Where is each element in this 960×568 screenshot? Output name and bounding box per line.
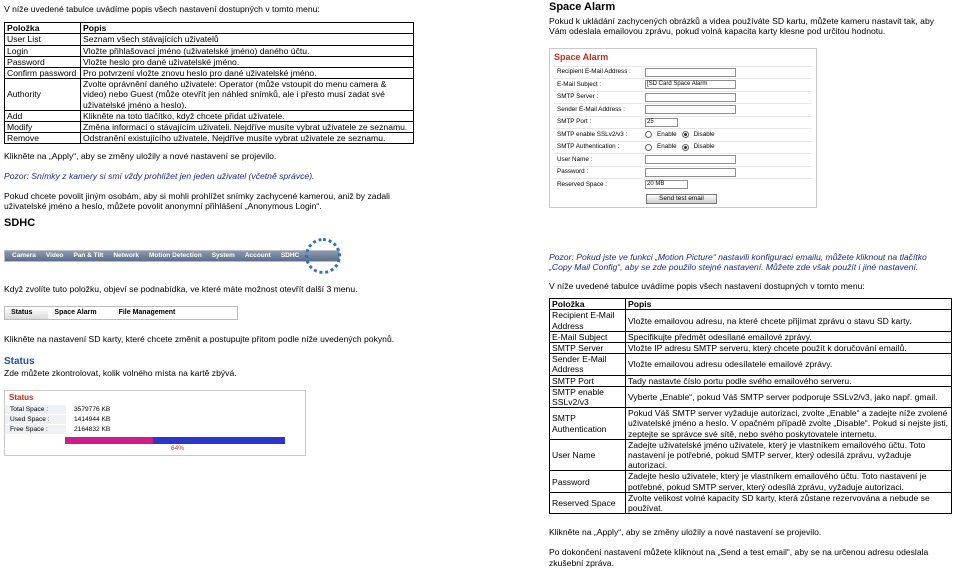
sdhc-highlight-circle	[305, 238, 341, 274]
table-item-cell: Remove	[5, 133, 81, 144]
nav-item[interactable]: SDHC	[280, 252, 300, 260]
alarm-setting-row	[554, 103, 812, 116]
alarm-setting-label: SMTP Server :	[557, 93, 599, 101]
table-item-cell: E-Mail Subject	[550, 331, 626, 342]
send-test-note: Po dokončení nastavení můžete kliknout na „Send a test email“, aby se na určenou adresu odeslala zkušební zpráva.	[549, 547, 929, 568]
table-header-cell: Položka	[5, 23, 81, 34]
alarm-setting-input[interactable]	[645, 155, 736, 164]
table-desc-cell: Zadejte heslo uživatele, který je vlastníkem emailového účtu. Toto nastavení je potřebné, pokud SMTP server, který odesílá zprávu, vyžaduje autorizaci.	[626, 471, 952, 492]
nav-item[interactable]: Video	[45, 252, 64, 260]
status-value: 3579776 KB	[66, 405, 184, 415]
table-row	[550, 354, 952, 375]
space-alarm-desc: Pokud k ukládání zachycených obrázků a videa používáte SD kartu, můžete kameru nastavit tak, aby Vám odeslala emailovou zprávu, pokud volná kapacita karty klesne pod určitou hodnotu.	[549, 16, 935, 37]
table-item-cell: Password	[5, 56, 81, 67]
status-label: Used Space :	[5, 415, 66, 425]
disable-radio[interactable]	[682, 144, 689, 151]
table-item-cell: User Name	[550, 439, 626, 471]
table-header-cell: Položka	[550, 299, 626, 310]
table-row	[550, 439, 952, 471]
left-intro: V níže uvedené tabulce uvádíme popis všech nastavení dostupných v tomto menu:	[4, 4, 320, 14]
usage-bar-used	[65, 437, 153, 444]
alarm-setting-row	[554, 78, 812, 91]
nav-item[interactable]: Account	[244, 252, 271, 260]
alarm-setting-input[interactable]: 20 MB	[645, 180, 688, 189]
radio-label: Disable	[693, 143, 715, 151]
radio-label: Disable	[693, 130, 715, 138]
table-row	[550, 343, 952, 354]
main-nav-bar	[5, 251, 339, 261]
user-settings-table	[4, 22, 414, 144]
status-row	[5, 405, 305, 415]
status-desc: Zde můžete zkontrolovat, kolik volného místa na kartě zbývá.	[4, 367, 237, 378]
status-screenshot	[4, 390, 306, 456]
table-item-cell: Add	[5, 110, 81, 121]
table-desc-cell: Odstranění existujícího uživatele. Nejdříve musíte vybrat uživatele ze seznamu.	[81, 133, 414, 144]
alarm-setting-label: Recipient E-Mail Address :	[557, 68, 631, 76]
table-header-cell: Popis	[626, 299, 952, 310]
enable-radio[interactable]	[645, 144, 652, 151]
table-desc-cell: Tady nastavte číslo portu podle svého emailového serveru.	[626, 375, 952, 386]
table-row	[5, 68, 414, 79]
main-nav-screenshot	[4, 250, 340, 262]
table-header-row	[550, 299, 952, 310]
table-item-cell: Modify	[5, 122, 81, 133]
table-row	[5, 45, 414, 56]
table-item-cell: Confirm password	[5, 68, 81, 79]
right-column	[549, 0, 952, 568]
anonymous-login-note: Pokud chcete povolit jiným osobám, aby si mohli prohlížet snímky zachycené kamerou, aniž by zadali uživatelské jméno a heslo, můžete povolit anonymní přihlášení „Anonymous Login“.	[4, 190, 390, 212]
table-desc-cell: Pro potvrzení vložte znovu heslo pro dané uživatelské jméno.	[81, 68, 414, 79]
enable-radio[interactable]	[645, 131, 652, 138]
alarm-setting-row	[554, 153, 812, 166]
send-test-email-button[interactable]: Send test email	[646, 194, 717, 204]
alarm-setting-input[interactable]: 25	[645, 118, 678, 127]
table-item-cell: Password	[550, 471, 626, 492]
table-item-cell: SMTP Server	[550, 343, 626, 354]
table-row	[550, 471, 952, 492]
table-item-cell: Authority	[5, 79, 81, 111]
table-row	[550, 375, 952, 386]
table-desc-cell: Klikněte na toto tlačítko, když chcete přidat uživatele.	[81, 110, 414, 121]
table-desc-cell: Vložte IP adresu SMTP serveru, který chcete použít k doručování emailů.	[626, 343, 952, 354]
radio-label: Enable	[657, 130, 677, 138]
table-row	[550, 386, 952, 407]
table-row	[550, 310, 952, 331]
table-row	[5, 110, 414, 121]
status-row	[5, 415, 305, 425]
left-column	[4, 0, 414, 456]
sdhc-submenu-screenshot	[4, 306, 238, 320]
table-row	[550, 492, 952, 513]
status-label: Total Space :	[5, 405, 66, 415]
table-desc-cell: Vložte emailovou adresu, na které chcete přijímat zprávu o stavu SD karty.	[626, 310, 952, 331]
table-desc-cell: Vložte heslo pro dané uživatelské jméno.	[81, 56, 414, 67]
alarm-setting-row	[554, 116, 812, 129]
alarm-setting-row	[554, 141, 812, 154]
table-desc-cell: Zvolte oprávnění daného uživatele: Operator (může vstoupit do menu camera & video) nebo Guest (může otevřít jen náhled snímků, ale i přesto musí zadat své uživatelské jméno a heslo).	[81, 79, 414, 111]
table-header-row	[5, 23, 414, 34]
nav-item[interactable]: Pan & Tilt	[73, 252, 104, 260]
submenu-item[interactable]: Space Alarm	[54, 309, 97, 317]
sdhc-choose-note: Když zvolíte tuto položku, objeví se podnabídka, ve které máte možnost otevřít další 3 menu.	[4, 284, 358, 295]
nav-item[interactable]: System	[211, 252, 235, 260]
table-item-cell: Login	[5, 45, 81, 56]
table-desc-cell: Zadejte uživatelské jméno uživatele, který je vlastníkem emailového účtu. Toto nastavení je potřebné, pokud SMTP server, který odesílá zprávu, vyžaduje autorizaci.	[626, 439, 952, 471]
table-desc-cell: Specifikujte předmět odesílané emailové zprávy.	[626, 331, 952, 342]
alarm-setting-input[interactable]	[645, 93, 736, 102]
right-intro: V níže uvedené tabulce uvádíme popis všech nastavení dostupných v tomto menu:	[549, 281, 865, 292]
radio-label: Enable	[657, 143, 677, 151]
usage-bar-free	[153, 437, 285, 444]
status-value: 1414944 KB	[66, 415, 184, 425]
nav-item[interactable]: Camera	[12, 252, 36, 260]
alarm-setting-label: SMTP enable SSLv2/v3 :	[557, 130, 628, 138]
nav-item[interactable]: Motion Detection	[148, 252, 202, 260]
table-desc-cell: Změna informací o stávajícím uživateli. Nejdříve musíte vybrat uživatele ze seznamu.	[81, 122, 414, 133]
status-value: 2164832 KB	[66, 425, 184, 435]
sdcard-note: Klikněte na nastavení SD karty, které chcete změnit a postupujte přitom podle níže uvedených pokynů.	[4, 334, 395, 345]
submenu-item[interactable]: Status	[5, 308, 48, 318]
table-desc-cell: Vložte emailovou adresu odesílatele emailové zprávy.	[626, 354, 952, 375]
submenu-item[interactable]: File Management	[118, 309, 176, 317]
copy-mail-config-note: Pozor: Pokud jste ve funkci „Motion Picture“ nastavili konfiguraci emailu, můžete kliknout na tlačítko „Copy Mail Config“, aby se zde použilo stejné nastavení. Můžete zde však použít i jiné nastavení.	[549, 251, 927, 272]
nav-item[interactable]: Network	[113, 252, 139, 260]
table-row	[5, 79, 414, 111]
alarm-setting-row	[554, 128, 812, 141]
usage-bar	[65, 437, 285, 444]
alarm-setting-label: E-Mail Subject :	[557, 80, 602, 88]
alarm-setting-input[interactable]	[645, 168, 736, 177]
apply-note: Klikněte na „Apply“, aby se změny uložily a nové nastavení se projevilo.	[4, 151, 277, 162]
alarm-setting-input[interactable]	[645, 68, 736, 77]
table-desc-cell: Vložte přihlašovací jméno (uživatelské jméno) daného účtu.	[81, 45, 414, 56]
alarm-setting-input[interactable]	[645, 105, 736, 114]
alarm-setting-label: User Name :	[557, 155, 593, 163]
table-desc-cell: Zvolte velikost volné kapacity SD karty, která zůstane rezervována a nebude se používat.	[626, 492, 952, 513]
table-row	[550, 408, 952, 440]
space-alarm-screenshot	[549, 48, 817, 207]
table-row	[550, 331, 952, 342]
disable-radio[interactable]	[682, 131, 689, 138]
alarm-setting-label: Reserved Space :	[557, 180, 608, 188]
table-item-cell: SMTP Authentication	[550, 408, 626, 440]
table-item-cell: User List	[5, 34, 81, 45]
status-label: Free Space :	[5, 425, 66, 435]
alarm-setting-row	[554, 91, 812, 104]
table-row	[5, 133, 414, 144]
single-viewer-note: Pozor: Snímky z kamery si smí vždy prohlížet jen jeden uživatel (včetně správce).	[4, 170, 315, 181]
status-box-title: Status	[9, 392, 34, 402]
table-item-cell: Reserved Space	[550, 492, 626, 513]
right-apply-note: Klikněte na „Apply“, aby se změny uložily a nové nastavení se projevilo.	[549, 527, 822, 538]
table-row	[5, 34, 414, 45]
alarm-setting-label: Sender E-Mail Address :	[557, 105, 625, 113]
table-item-cell: SMTP enable SSLv2/v3	[550, 386, 626, 407]
alarm-setting-input[interactable]: [SD Card Space Alarm	[645, 80, 736, 89]
table-item-cell: Sender E-Mail Address	[550, 354, 626, 375]
space-alarm-box-title: Space Alarm	[554, 52, 609, 63]
table-row	[5, 56, 414, 67]
status-heading: Status	[4, 355, 35, 367]
table-header-cell: Popis	[81, 23, 414, 34]
usage-percent: 64%	[171, 445, 185, 453]
table-desc-cell: Vyberte „Enable“, pokud Váš SMTP server podporuje SSLv2/v3, jako např. gmail.	[626, 386, 952, 407]
table-item-cell: Recipient E-Mail Address	[550, 310, 626, 331]
table-item-cell: SMTP Port	[550, 375, 626, 386]
table-desc-cell: Pokud Váš SMTP server vyžaduje autorizaci, zvolte „Enable“ a zadejte níže zvolené uživatelské jméno a heslo. V opačném případě zvolte „Disable“. Pokud si nejste jisti, zeptejte se správce své sítě, nebo svého poskytovatele internetu.	[626, 408, 952, 440]
space-alarm-heading: Space Alarm	[549, 1, 616, 13]
alarm-setting-row	[554, 66, 812, 79]
sdhc-heading: SDHC	[4, 217, 36, 230]
space-alarm-table	[549, 298, 952, 514]
status-row	[5, 425, 305, 435]
alarm-setting-label: SMTP Authentication :	[557, 143, 620, 151]
alarm-setting-label: Password :	[557, 168, 589, 176]
alarm-setting-row	[554, 178, 812, 191]
table-row	[5, 122, 414, 133]
alarm-setting-row	[554, 166, 812, 179]
table-desc-cell: Seznam všech stávajících uživatelů	[81, 34, 414, 45]
alarm-setting-label: SMTP Port :	[557, 118, 592, 126]
